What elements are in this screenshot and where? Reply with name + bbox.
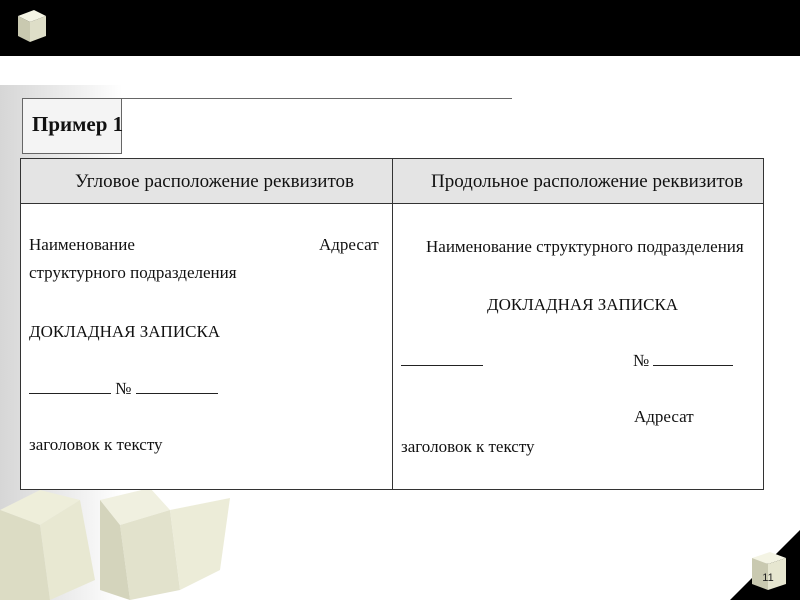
left-number-line <box>29 379 218 399</box>
page-number-cube-icon <box>748 548 790 592</box>
left-heading: заголовок к тексту <box>29 435 163 454</box>
example-title: Пример 1 <box>32 112 124 136</box>
top-bar <box>0 0 800 56</box>
requisites-table <box>20 158 764 490</box>
left-number-sign: № <box>115 379 132 398</box>
right-number-sign: № <box>633 351 650 370</box>
right-heading: заголовок к тексту <box>401 437 535 456</box>
header-longitudinal-layout: Продольное расположение реквизитов <box>431 171 743 192</box>
left-number-blank <box>136 379 218 394</box>
cube-logo-icon <box>12 6 52 46</box>
example-top-rule <box>122 98 512 99</box>
header-corner-layout: Угловое расположение реквизитов <box>75 171 354 192</box>
right-doc-type: ДОКЛАДНАЯ ЗАПИСКА <box>487 295 679 314</box>
right-date-blank <box>401 351 483 366</box>
left-addressee: Адресат <box>319 235 379 254</box>
left-name-line2: структурного подразделения <box>29 263 237 282</box>
page-number: 11 <box>762 572 774 584</box>
column-divider <box>392 159 393 489</box>
left-name-line1: Наименование <box>29 235 135 254</box>
right-addressee: Адресат <box>634 407 694 426</box>
right-number-blank <box>653 351 733 366</box>
left-doc-type: ДОКЛАДНАЯ ЗАПИСКА <box>29 322 221 341</box>
right-name: Наименование структурного подразделения <box>426 237 744 256</box>
left-date-blank <box>29 379 111 394</box>
right-number-line <box>633 351 733 371</box>
right-date-blank-line <box>401 351 483 371</box>
